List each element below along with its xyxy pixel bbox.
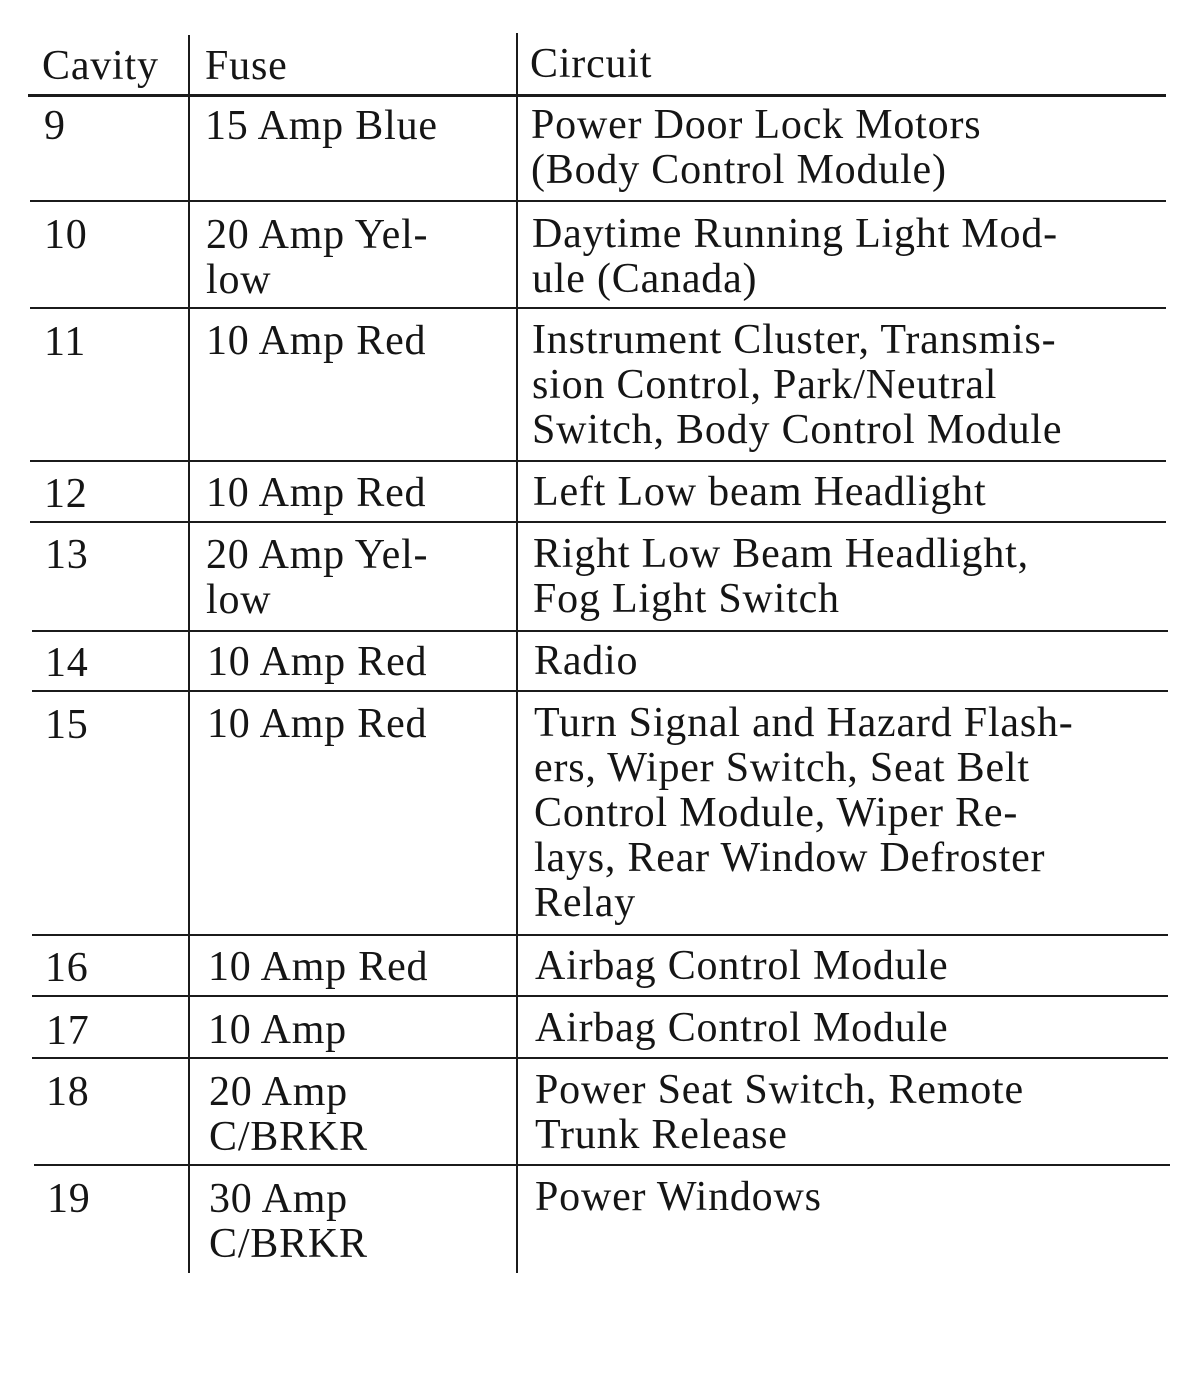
circuit-cell: [534, 639, 638, 684]
fuse-line: 10 Amp Red: [207, 701, 428, 747]
fuse-cell: [207, 640, 427, 685]
circuit-cell: [532, 212, 1058, 302]
circuit-line: Trunk Release: [535, 1112, 788, 1158]
cavity-cell: 18: [46, 1069, 90, 1115]
header-fuse: Fuse: [205, 43, 288, 89]
circuit-cell: [535, 1006, 948, 1051]
circuit-line: Right Low Beam Headlight,: [533, 531, 1029, 577]
row-rule: [30, 307, 1166, 309]
fuse-line: 20 Amp Yel-: [206, 532, 429, 578]
circuit-line: Airbag Control Module: [535, 943, 949, 989]
fuse-line: low: [206, 257, 272, 303]
fuse-line: 10 Amp Red: [208, 944, 429, 990]
fuse-cell: [208, 945, 428, 990]
fuse-line: 10 Amp Red: [206, 318, 427, 364]
fuse-cell: [206, 471, 426, 516]
circuit-line: Control Module, Wiper Re-: [534, 790, 1019, 836]
header-rule: [28, 94, 1166, 97]
fuse-cell: [206, 319, 426, 364]
fuse-line: C/BRKR: [209, 1221, 368, 1267]
fuse-line: 10 Amp: [208, 1007, 347, 1053]
cavity-cell: 17: [46, 1008, 90, 1054]
fuse-cell: [208, 1008, 347, 1053]
circuit-line: Power Door Lock Motors: [531, 102, 982, 148]
circuit-cell: [532, 318, 1062, 453]
row-rule: [30, 521, 1166, 523]
circuit-cell: [535, 1175, 822, 1220]
cavity-cell: 10: [44, 212, 88, 258]
fuse-line: C/BRKR: [209, 1114, 368, 1160]
circuit-line: Instrument Cluster, Transmis-: [532, 317, 1057, 363]
circuit-line: Power Seat Switch, Remote: [535, 1067, 1024, 1113]
circuit-cell: [535, 1068, 1024, 1158]
fuse-line: 20 Amp: [209, 1069, 348, 1115]
cavity-cell: 11: [44, 319, 87, 365]
circuit-line: ule (Canada): [532, 256, 758, 302]
circuit-cell: [531, 103, 981, 193]
cavity-cell: 12: [44, 471, 88, 517]
circuit-cell: [535, 944, 948, 989]
circuit-line: Turn Signal and Hazard Flash-: [534, 700, 1074, 746]
circuit-line: Daytime Running Light Mod-: [532, 211, 1058, 257]
circuit-line: Left Low beam Headlight: [533, 469, 987, 515]
fuse-line: 20 Amp Yel-: [206, 212, 429, 258]
row-rule: [32, 630, 1168, 632]
cavity-cell: 13: [45, 532, 89, 578]
circuit-cell: [533, 470, 986, 515]
circuit-cell: [534, 701, 1074, 926]
circuit-line: Relay: [534, 880, 636, 926]
circuit-line: Radio: [534, 638, 639, 684]
row-rule: [32, 934, 1168, 936]
row-rule: [32, 995, 1168, 997]
cavity-cell: 9: [44, 103, 66, 149]
circuit-line: Fog Light Switch: [533, 576, 840, 622]
fuse-cell: [207, 702, 427, 747]
fuse-line: 10 Amp Red: [206, 470, 427, 516]
header-cavity: Cavity: [42, 43, 159, 89]
row-rule: [34, 1164, 1170, 1166]
column-divider-2: [516, 33, 518, 1273]
fuse-cell: [206, 213, 428, 303]
circuit-cell: [533, 532, 1029, 622]
cavity-cell: 19: [47, 1176, 91, 1222]
fuse-line: 30 Amp: [209, 1176, 348, 1222]
header-circuit: Circuit: [530, 41, 653, 87]
circuit-line: Switch, Body Control Module: [532, 407, 1063, 453]
fuse-line: 10 Amp Red: [207, 639, 428, 685]
circuit-line: sion Control, Park/Neutral: [532, 362, 998, 408]
fuse-cell: [209, 1177, 368, 1267]
cavity-cell: 14: [45, 640, 89, 686]
row-rule: [32, 1057, 1168, 1059]
row-rule: [30, 460, 1166, 462]
column-divider-1: [188, 35, 190, 1273]
circuit-line: Power Windows: [535, 1174, 822, 1220]
circuit-line: (Body Control Module): [531, 147, 947, 193]
fuse-line: 15 Amp Blue: [205, 103, 438, 149]
fuse-cell: [205, 104, 438, 149]
fuse-cell: [209, 1070, 368, 1160]
circuit-line: lays, Rear Window Defroster: [534, 835, 1046, 881]
row-rule: [30, 200, 1166, 202]
fuse-line: low: [206, 577, 272, 623]
circuit-line: Airbag Control Module: [535, 1005, 949, 1051]
row-rule: [32, 690, 1168, 692]
cavity-cell: 16: [45, 945, 89, 991]
fuse-cell: [206, 533, 428, 623]
cavity-cell: 15: [45, 702, 89, 748]
circuit-line: ers, Wiper Switch, Seat Belt: [534, 745, 1030, 791]
